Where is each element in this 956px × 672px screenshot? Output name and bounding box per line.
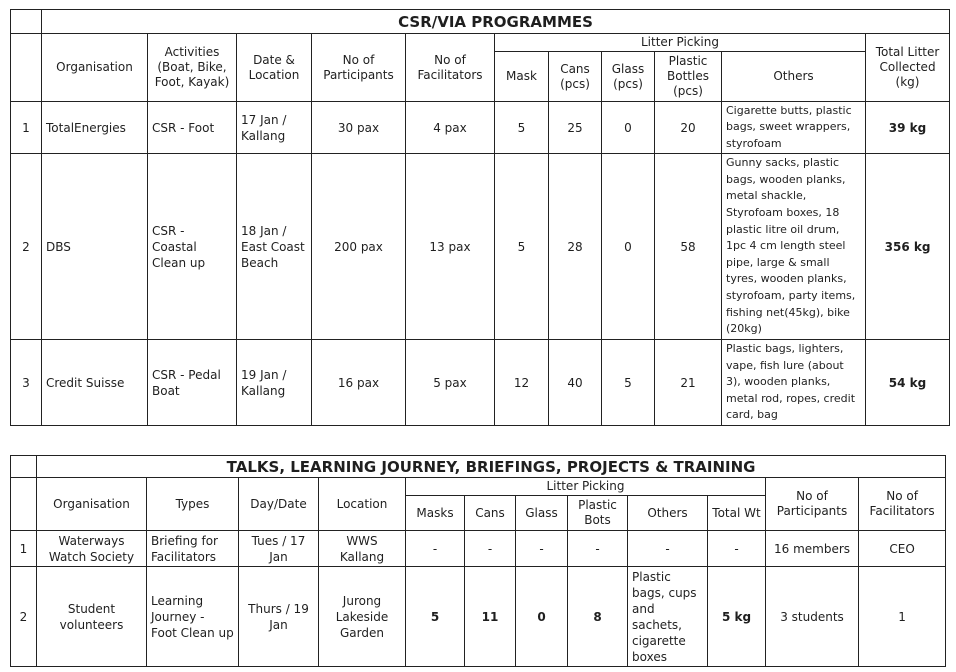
cans-cell: - — [465, 531, 516, 567]
facilitators-cell: 4 pax — [406, 102, 495, 154]
talks-header-litter-picking: Litter Picking — [406, 478, 766, 496]
glass-cell: 0 — [602, 154, 655, 340]
total-cell: 356 kg — [866, 154, 950, 340]
others-cell: Gunny sacks, plastic bags, wooden planks, metal shackle, Styrofoam boxes, 18 plastic litre oil drum, 1pc 4 cm length steel pipe, large & small tyres, wooden planks, styrofoam, party items, fishing net(45kg), bike (20kg) — [722, 154, 866, 340]
table-row — [11, 154, 950, 340]
talks-header-location: Location — [319, 478, 406, 531]
csr-header-glass: Glass (pcs) — [602, 52, 655, 102]
csr-header-activities: Activities (Boat, Bike, Foot, Kayak) — [148, 34, 237, 102]
total-cell: 39 kg — [866, 102, 950, 154]
glass-cell: 5 — [602, 340, 655, 426]
talks-table — [10, 455, 946, 667]
date-location-cell: 17 Jan / Kallang — [237, 102, 312, 154]
organisation-cell: Waterways Watch Society — [37, 531, 147, 567]
talks-header-masks: Masks — [406, 496, 465, 531]
csr-header-participants: No of Participants — [312, 34, 406, 102]
plastic-cell: 21 — [655, 340, 722, 426]
plastic-cell: 8 — [568, 567, 628, 667]
facilitators-cell: 1 — [859, 567, 946, 667]
csr-header-date-location: Date & Location — [237, 34, 312, 102]
plastic-cell: - — [568, 531, 628, 567]
date-location-cell: 19 Jan / Kallang — [237, 340, 312, 426]
cans-cell: 40 — [549, 340, 602, 426]
total-cell: 54 kg — [866, 340, 950, 426]
csr-corner-cell — [11, 10, 42, 34]
talks-header-no — [11, 478, 37, 531]
table-row — [11, 567, 946, 667]
csr-header-organisation: Organisation — [42, 34, 148, 102]
total-cell: - — [708, 531, 766, 567]
activity-cell: CSR - Foot — [148, 102, 237, 154]
day-date-cell: Tues / 17 Jan — [239, 531, 319, 567]
table-row — [11, 531, 946, 567]
table-row — [11, 102, 950, 154]
talks-title: TALKS, LEARNING JOURNEY, BRIEFINGS, PROJECTS & TRAINING — [37, 456, 946, 478]
plastic-cell: 58 — [655, 154, 722, 340]
glass-cell: 0 — [602, 102, 655, 154]
csr-header-litter-picking: Litter Picking — [495, 34, 866, 52]
csr-header-plastic: Plastic Bottles (pcs) — [655, 52, 722, 102]
talks-header-total: Total Wt — [708, 496, 766, 531]
talks-header-types: Types — [147, 478, 239, 531]
organisation-cell: DBS — [42, 154, 148, 340]
cans-cell: 28 — [549, 154, 602, 340]
csr-header-total: Total Litter Collected (kg) — [866, 34, 950, 102]
participants-cell: 16 pax — [312, 340, 406, 426]
mask-cell: 5 — [495, 102, 549, 154]
total-cell: 5 kg — [708, 567, 766, 667]
csr-header-mask: Mask — [495, 52, 549, 102]
date-location-cell: 18 Jan / East Coast Beach — [237, 154, 312, 340]
glass-cell: - — [516, 531, 568, 567]
organisation-cell: Credit Suisse — [42, 340, 148, 426]
row-number: 3 — [11, 340, 42, 426]
masks-cell: 5 — [406, 567, 465, 667]
row-number: 1 — [11, 531, 37, 567]
facilitators-cell: 5 pax — [406, 340, 495, 426]
row-number: 1 — [11, 102, 42, 154]
mask-cell: 12 — [495, 340, 549, 426]
table-row — [11, 340, 950, 426]
others-cell: Plastic bags, lighters, vape, fish lure (about 3), wooden planks, metal rod, ropes, credit card, bag — [722, 340, 866, 426]
activity-cell: CSR - Coastal Clean up — [148, 154, 237, 340]
type-cell: Briefing for Facilitators — [147, 531, 239, 567]
talks-header-others: Others — [628, 496, 708, 531]
csr-header-cans: Cans (pcs) — [549, 52, 602, 102]
plastic-cell: 20 — [655, 102, 722, 154]
others-cell: Plastic bags, cups and sachets, cigarette boxes — [628, 567, 708, 667]
facilitators-cell: 13 pax — [406, 154, 495, 340]
others-cell: - — [628, 531, 708, 567]
location-cell: Jurong Lakeside Garden — [319, 567, 406, 667]
participants-cell: 200 pax — [312, 154, 406, 340]
csr-title: CSR/VIA PROGRAMMES — [42, 10, 950, 34]
participants-cell: 16 members — [766, 531, 859, 567]
csr-header-others: Others — [722, 52, 866, 102]
cans-cell: 11 — [465, 567, 516, 667]
talks-header-organisation: Organisation — [37, 478, 147, 531]
type-cell: Learning Journey - Foot Clean up — [147, 567, 239, 667]
row-number: 2 — [11, 154, 42, 340]
row-number: 2 — [11, 567, 37, 667]
participants-cell: 30 pax — [312, 102, 406, 154]
glass-cell: 0 — [516, 567, 568, 667]
talks-header-cans: Cans — [465, 496, 516, 531]
participants-cell: 3 students — [766, 567, 859, 667]
facilitators-cell: CEO — [859, 531, 946, 567]
location-cell: WWS Kallang — [319, 531, 406, 567]
activity-cell: CSR - Pedal Boat — [148, 340, 237, 426]
talks-header-facilitators: No of Facilitators — [859, 478, 946, 531]
others-cell: Cigarette butts, plastic bags, sweet wrappers, styrofoam — [722, 102, 866, 154]
organisation-cell: Student volunteers — [37, 567, 147, 667]
csr-programmes-table — [10, 9, 950, 426]
talks-header-day-date: Day/Date — [239, 478, 319, 531]
talks-corner-cell — [11, 456, 37, 478]
talks-header-plastic: Plastic Bots — [568, 496, 628, 531]
day-date-cell: Thurs / 19 Jan — [239, 567, 319, 667]
csr-header-facilitators: No of Facilitators — [406, 34, 495, 102]
organisation-cell: TotalEnergies — [42, 102, 148, 154]
csr-header-no — [11, 34, 42, 102]
masks-cell: - — [406, 531, 465, 567]
talks-header-participants: No of Participants — [766, 478, 859, 531]
cans-cell: 25 — [549, 102, 602, 154]
talks-header-glass: Glass — [516, 496, 568, 531]
mask-cell: 5 — [495, 154, 549, 340]
